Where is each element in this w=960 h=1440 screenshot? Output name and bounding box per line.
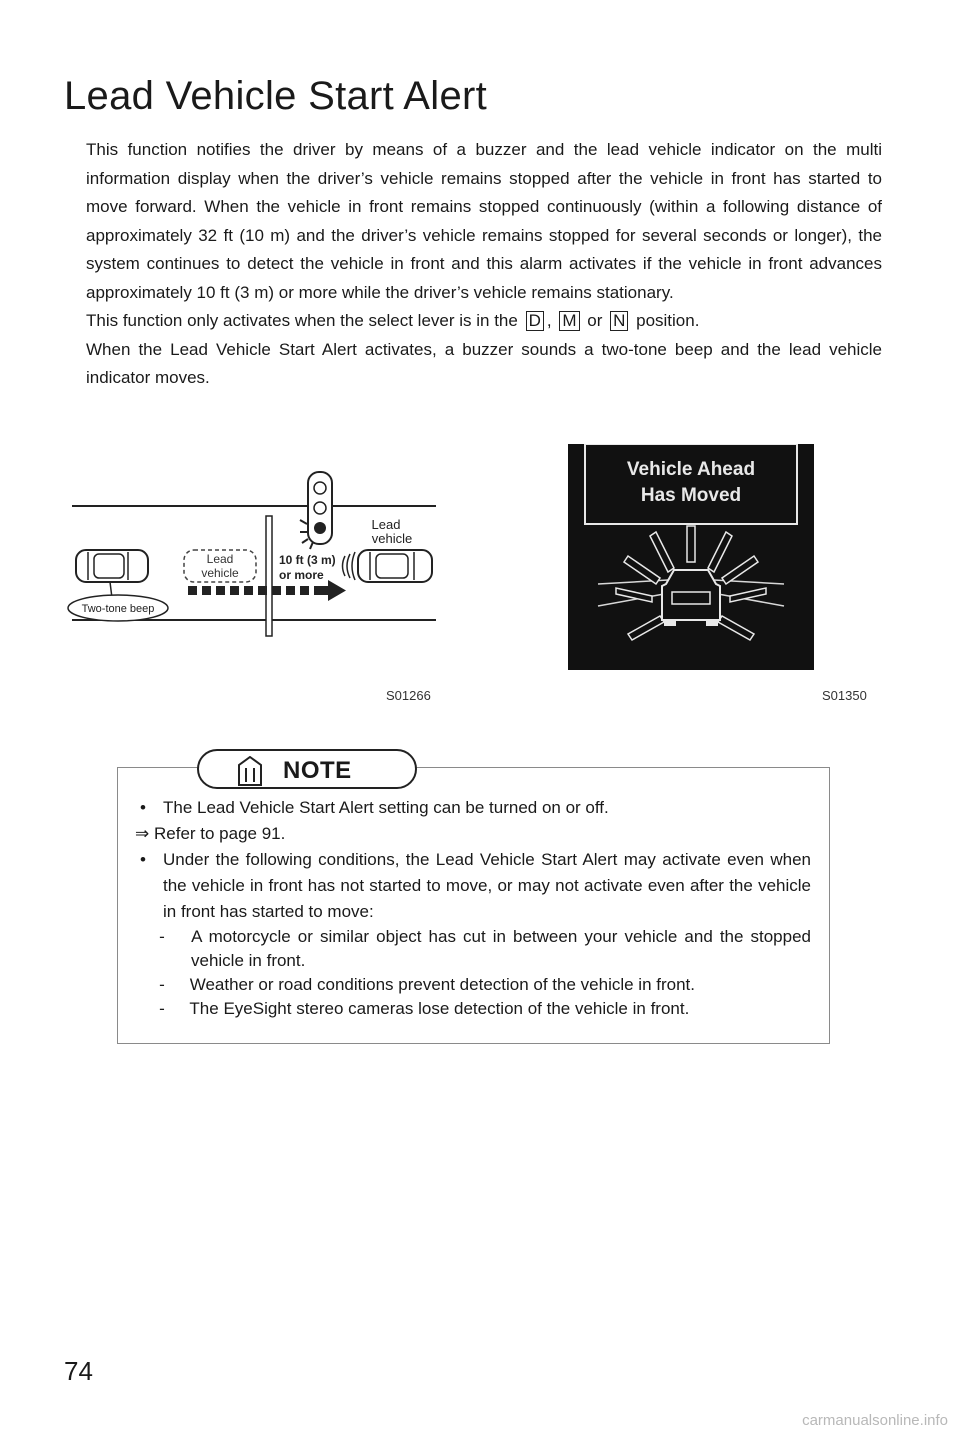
figure-code-left: S01266	[386, 688, 431, 703]
traffic-light-icon	[300, 472, 332, 549]
message-panel	[585, 444, 797, 524]
stop-line	[266, 516, 272, 636]
key-m: M	[559, 311, 579, 331]
key-d: D	[526, 311, 544, 331]
note-item-1-text: The Lead Vehicle Start Alert setting can be turned on or off.	[163, 798, 609, 817]
separator-comma: ,	[546, 311, 552, 330]
note-label: NOTE	[283, 757, 352, 784]
note-badge	[197, 749, 417, 789]
paragraph-lever-positions	[86, 307, 882, 336]
own-car-icon	[76, 550, 148, 582]
note-content	[135, 795, 811, 1021]
lead-vehicle-icon	[358, 550, 432, 582]
distance-label-1: 10 ft (3 m)	[279, 553, 336, 567]
note-subitem-cameras	[135, 997, 811, 1021]
note-reference	[135, 821, 811, 847]
intro-text	[86, 136, 882, 393]
motion-lines	[343, 552, 356, 580]
lever-text-after: position.	[636, 311, 700, 330]
separator-or: or	[587, 311, 603, 330]
note-subitem-2-text: Weather or road conditions prevent detection of the vehicle in front.	[189, 975, 695, 994]
note-subitem-weather	[135, 973, 811, 997]
watermark: carmanualsonline.info	[802, 1412, 948, 1429]
note-subitem-1-text: A motorcycle or similar object has cut in between your vehicle and the stopped vehicle in front.	[191, 927, 811, 970]
paragraph-activation: When the Lead Vehicle Start Alert activates, a buzzer sounds a two-tone beep and the lead vehicle indicator moves.	[86, 339, 882, 387]
note-item-2-text: Under the following conditions, the Lead Vehicle Start Alert may activate even when the vehicle in front has not started to move, or may not activate even after the vehicle in front has started to move:	[163, 850, 811, 921]
note-pencil-icon	[237, 756, 263, 786]
lead-car-rear-icon	[662, 570, 720, 626]
note-subitem-motorcycle	[135, 925, 811, 973]
display-line-1: Vehicle Ahead	[626, 459, 756, 480]
display-line-2: Has Moved	[640, 485, 742, 506]
multi-info-display	[568, 444, 814, 670]
arrow-right-icon: ⇒	[135, 824, 150, 843]
beep-label: Two-tone beep	[81, 603, 155, 615]
lever-text-before: This function only activates when the select lever is in the	[86, 311, 518, 330]
road-diagram	[66, 440, 446, 640]
ghost-lead-label-2: vehicle	[201, 566, 239, 580]
bullet-icon: •	[140, 798, 146, 817]
key-n: N	[610, 311, 628, 331]
dash-marker: -	[159, 999, 165, 1018]
note-reference-text: Refer to page 91.	[153, 824, 286, 843]
note-item-conditions	[135, 847, 811, 925]
lead-vehicle-label-2: vehicle	[371, 531, 413, 546]
paragraph-description: This function notifies the driver by means of a buzzer and the lead vehicle indicator on the multi information display when the driver’s vehicle remains stopped after the vehicle in front has started to move forward. When the vehicle in front remains stopped continuously (within a following distance of approximately 32 ft (10 m) and the driver’s vehicle remains stopped for several seconds or longer), the system continues to detect the vehicle in front and this alarm activates if the vehicle in front advances approximately 10 ft (3 m) or more while the driver’s vehicle remains stationary.	[86, 140, 882, 302]
note-item-setting	[135, 795, 811, 821]
figure-code-right: S01350	[822, 688, 867, 703]
page-number: 74	[64, 1356, 93, 1386]
page-title: Lead Vehicle Start Alert	[64, 74, 488, 118]
lead-vehicle-label-1: Lead	[371, 517, 401, 532]
distance-label-2: or more	[279, 568, 324, 582]
bullet-icon: •	[140, 850, 146, 869]
dash-marker: -	[159, 927, 165, 946]
note-subitem-3-text: The EyeSight stereo cameras lose detection of the vehicle in front.	[189, 999, 690, 1018]
dash-marker: -	[159, 975, 165, 994]
ghost-lead-label-1: Lead	[206, 552, 234, 566]
